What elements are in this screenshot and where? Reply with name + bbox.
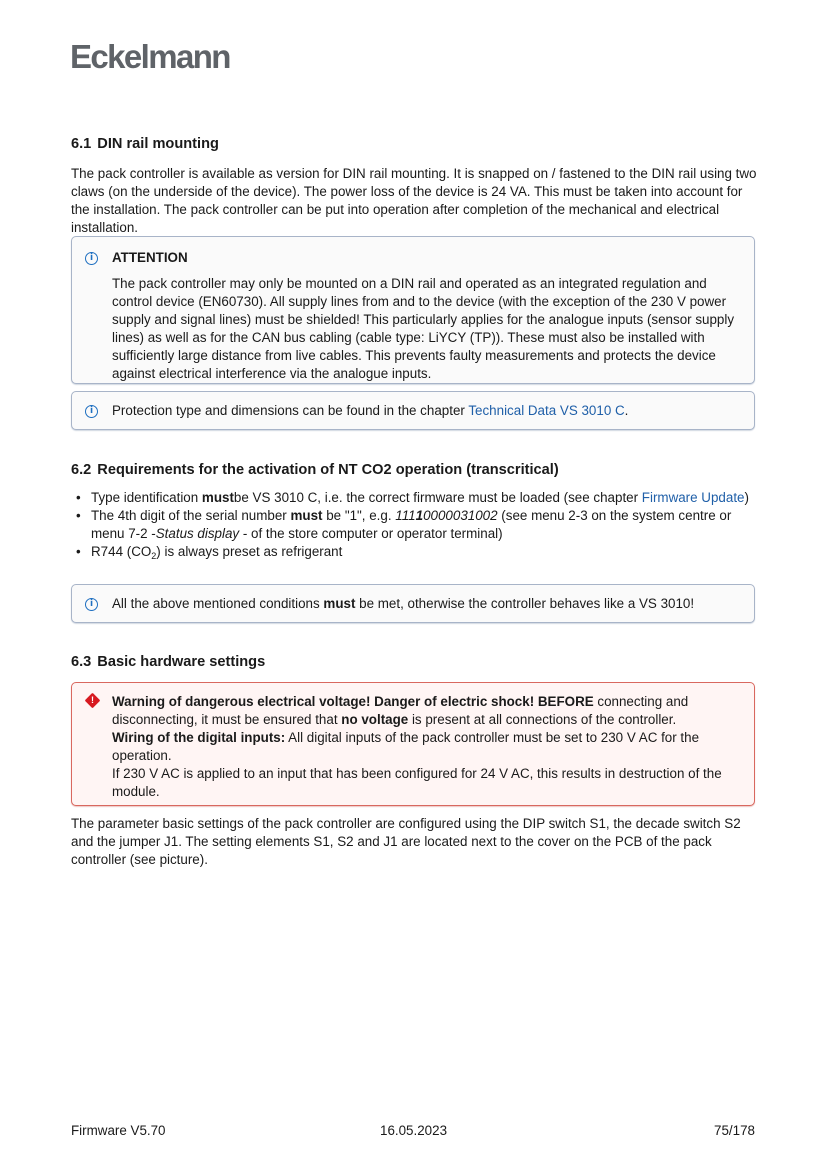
- section-6-1-paragraph: [71, 165, 757, 237]
- serial-number-example: 11110000031002: [395, 508, 498, 523]
- section-6-3-heading: [71, 653, 757, 671]
- footer-page-number: 75/178: [714, 1123, 755, 1138]
- note-text: All the above mentioned conditions must be met, otherwise the controller behaves like a VS 3010!: [112, 596, 695, 611]
- list-item: • The 4th digit of the serial number must be "1", e.g. 11110000031002 (see menu 2-3 on the system centre or menu 7-2 -Status display - of the store computer or operator terminal): [71, 507, 757, 543]
- info-icon: i: [85, 252, 98, 265]
- section-number: 6.1: [71, 136, 92, 152]
- section-number: 6.2: [71, 462, 92, 478]
- attention-box: [71, 236, 755, 384]
- section-title: Basic hardware settings: [97, 654, 266, 670]
- attention-title: ATTENTION: [112, 250, 188, 265]
- requirements-list: [71, 489, 757, 561]
- section-6-2-heading: [71, 461, 757, 479]
- info-icon: i: [85, 598, 98, 611]
- eckelmann-logo: Eckelmann: [70, 38, 230, 75]
- note-text: Protection type and dimensions can be found in the chapter Technical Data VS 3010 C.: [112, 403, 629, 418]
- paragraph-text: The pack controller is available as version for DIN rail mounting. It is snapped on / fastened to the DIN rail using two claws (on the underside of the device). The power loss of the device is 24 VA. This must be taken into account for the installation. The pack controller can be put into operation after completion of the mechanical and electrical installation.: [71, 166, 757, 235]
- paragraph-text: The parameter basic settings of the pack controller are configured using the DIP switch S1, the decade switch S2 and the jumper J1. The setting elements S1, S2 and J1 are located next to the cover on the PCB of the pack controller (see picture).: [71, 816, 741, 867]
- section-number: 6.3: [71, 654, 92, 670]
- footer-date: 16.05.2023: [380, 1123, 448, 1138]
- note-box-technical-data: [71, 391, 755, 430]
- attention-text: The pack controller may only be mounted on a DIN rail and operated as an integrated regulation and control device (EN60730). All supply lines from and to the device (with the exception of the 230 V power supply and signal lines) must be shielded! This particularly applies for the analogue inputs (sensor supply lines) as well as for the CAN bus cabling (cable type: LiYCY (TP)). These must also be installed with sufficiently large distance from live cables. This prevents faulty measurements and protects the device against electrical interference via the analogue inputs.: [112, 276, 735, 381]
- danger-warning-box: [71, 682, 755, 806]
- list-item: • R744 $(CO_2)$ is always preset as refrigerant: [71, 543, 757, 561]
- list-item: • Type identification mustbe VS 3010 C, i.e. the correct firmware must be loaded (see chapter Firmware Update): [71, 489, 757, 507]
- info-icon: i: [85, 405, 98, 418]
- section-title: Requirements for the activation of NT CO2 operation (transcritical): [97, 462, 559, 478]
- link-technical-data[interactable]: Technical Data VS 3010 C: [468, 403, 625, 418]
- section-title: DIN rail mounting: [97, 136, 219, 152]
- warning-text: Warning of dangerous electrical voltage! Danger of electric shock! BEFORE connecting and disconnecting, it must be ensured that no voltage is present at all connections of the controller. Wiring of the digital inputs: All digital inputs of the pack controller must be set to 230 V AC for the operation. If 230 V AC is applied to an input that has been configured for 24 V AC, this results in destruction of the module.: [112, 694, 722, 799]
- section-6-1-heading: [71, 135, 757, 153]
- footer-firmware: Firmware V5.70: [71, 1123, 166, 1138]
- danger-icon: !: [85, 693, 101, 709]
- link-firmware-update[interactable]: Firmware Update: [641, 490, 745, 505]
- section-6-3-paragraph: [71, 815, 757, 869]
- note-box-conditions: [71, 584, 755, 623]
